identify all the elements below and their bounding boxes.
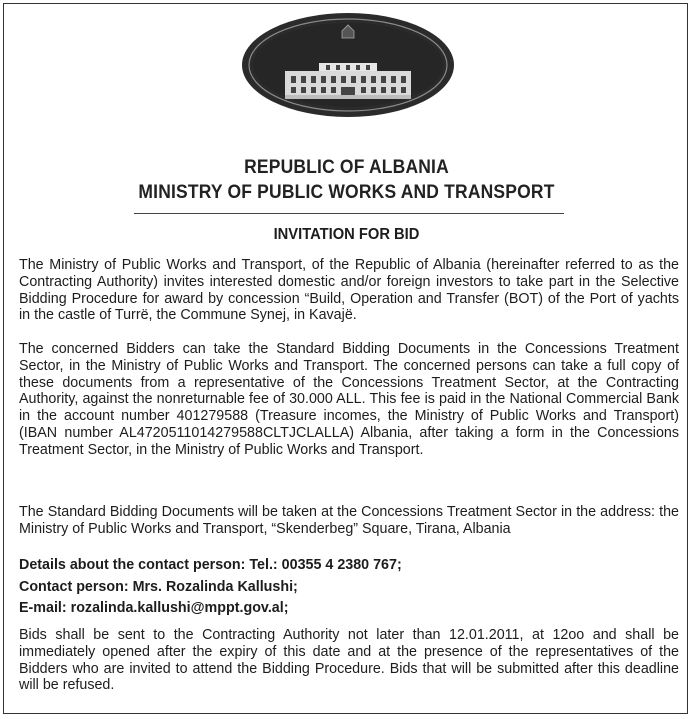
documents-paragraph: The concerned Bidders can take the Standard Bidding Documents in the Concessions Treatment Sector, in the Ministry of Public Works and Transport. The concerned persons can take a full copy of these documents from a representative of the Concessions Treatment Sector, at the Contracting Authority, against the nonreturnable fee of 30.000 ALL. This fee is paid in the National Commercial Bank in the account number 401279588 (Treasure incomes, the Ministry of Public Works and Transport) (IBAN number AL4720511014279588CLTJCLALLA) Albania, after taking a form in the Concessions Treatment Sector, in the Ministry of Public Works and Transport.: [19, 341, 679, 458]
contact-person: Contact person: Mrs. Rozalinda Kallushi;: [19, 578, 298, 595]
header-divider: [134, 213, 564, 214]
contact-block: [19, 555, 679, 620]
ministry-heading: MINISTRY OF PUBLIC WORKS AND TRANSPORT: [138, 182, 555, 203]
intro-paragraph: The Ministry of Public Works and Transport, of the Republic of Albania (hereinafter referred to as the Contracting Authority) invites interested domestic and/or foreign investors to take part in the Selective Bidding Procedure for award by concession “Build, Operation and Transfer (BOT) of the Port of yachts in the castle of Turrë, the Commune Synej, in Kavajë.: [19, 257, 679, 324]
notice-title: INVITATION FOR BID: [273, 226, 420, 243]
address-paragraph: The Standard Bidding Documents will be taken at the Concessions Treatment Sector in the address: the Ministry of Public Works and Transport, “Skenderbeg” Square, Tirana, Albania: [19, 504, 679, 537]
deadline-paragraph: Bids shall be sent to the Contracting Authority not later than 12.01.2011, at 12oo and shall be immediately opened after the expiry of this date and at the presence of the representatives of the Bidders who are invited to attend the Bidding Procedure. Bids that will be submitted after this deadline will be refused.: [19, 627, 679, 694]
country-heading: REPUBLIC OF ALBANIA: [244, 157, 449, 178]
contact-email: E-mail: rozalinda.kallushi@mppt.gov.al;: [19, 600, 289, 616]
contact-details: Details about the contact person: Tel.: 00355 4 2380 767;: [19, 557, 402, 573]
ministry-emblem: [241, 11, 455, 119]
